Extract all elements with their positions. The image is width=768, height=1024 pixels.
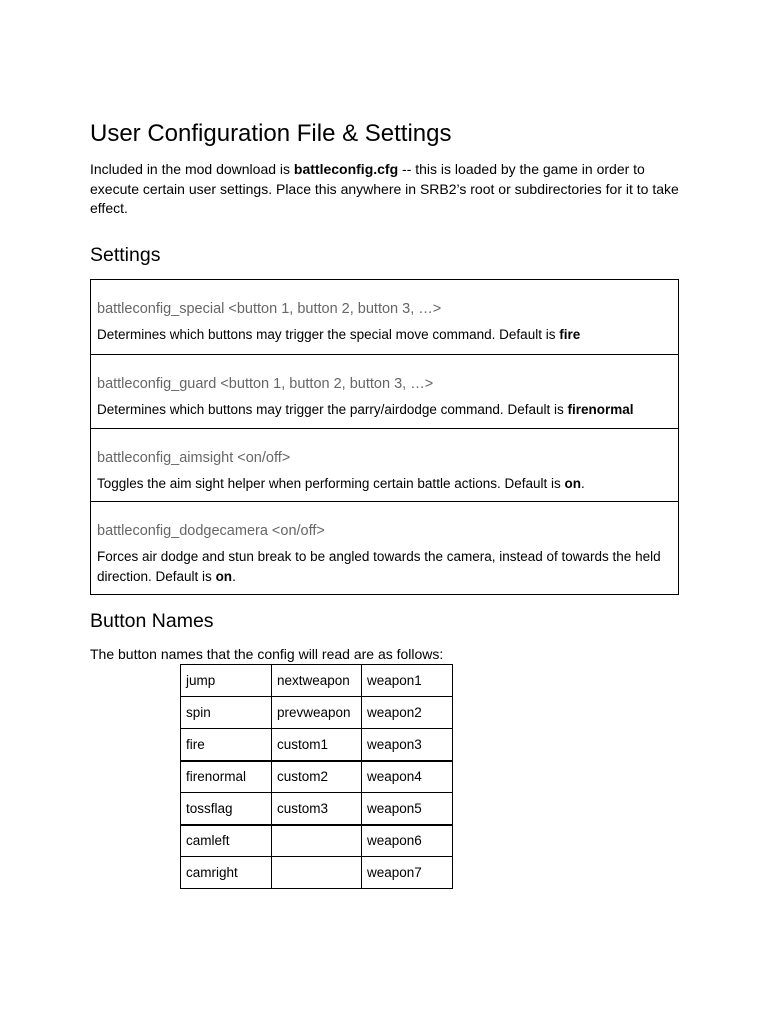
setting-name: battleconfig_special <button 1, button 2, button 3, …>: [97, 301, 442, 317]
table-cell: tossflag: [181, 793, 272, 825]
table-cell: weapon2: [362, 697, 453, 729]
button-names-heading: Button Names: [90, 610, 214, 632]
setting-row: [91, 428, 678, 501]
table-cell: weapon3: [362, 729, 453, 761]
setting-description: [97, 474, 672, 494]
setting-description-text: Toggles the aim sight helper when performing certain battle actions. Default is: [97, 476, 565, 491]
table-cell: weapon5: [362, 793, 453, 825]
setting-default-value: on: [215, 569, 233, 584]
config-filename: battleconfig.cfg: [293, 161, 399, 177]
table-cell: custom3: [272, 793, 362, 825]
setting-description-end: .: [581, 476, 585, 491]
setting-default-value: fire: [559, 327, 581, 342]
settings-heading: Settings: [90, 244, 161, 266]
setting-row: [91, 501, 678, 594]
table-cell: camleft: [181, 825, 272, 857]
setting-name: battleconfig_dodgecamera <on/off>: [97, 523, 325, 539]
setting-description-text: Determines which buttons may trigger the parry/airdodge command. Default is: [97, 402, 568, 417]
table-cell: weapon6: [362, 825, 453, 857]
table-row: [181, 857, 453, 889]
table-row: [181, 825, 453, 857]
table-cell: custom2: [272, 761, 362, 793]
page-title: User Configuration File & Settings: [90, 120, 452, 147]
table-cell: firenormal: [181, 761, 272, 793]
setting-default-value: firenormal: [567, 402, 634, 417]
setting-row: [91, 280, 678, 354]
setting-row: [91, 354, 678, 428]
setting-description-end: .: [232, 569, 236, 584]
table-cell: jump: [181, 665, 272, 697]
setting-name: battleconfig_guard <button 1, button 2, button 3, …>: [97, 376, 434, 392]
button-names-intro: The button names that the config will read are as follows:: [90, 646, 444, 662]
table-cell: weapon7: [362, 857, 453, 889]
table-cell: prevweapon: [272, 697, 362, 729]
table-row: [181, 729, 453, 761]
setting-description: [97, 547, 672, 587]
table-cell: spin: [181, 697, 272, 729]
table-cell: camright: [181, 857, 272, 889]
button-names-table: [180, 664, 453, 889]
intro-text-after: -- this is loaded by the game in order to execute certain user settings. Place this anywhere in SRB2’s root or subdirectories for it to take effect.: [90, 161, 679, 216]
intro-paragraph: [90, 160, 679, 219]
settings-table: [90, 279, 679, 595]
setting-description-text: Determines which buttons may trigger the special move command. Default is: [97, 327, 560, 342]
table-row: [181, 793, 453, 825]
table-cell: fire: [181, 729, 272, 761]
setting-description: [97, 400, 672, 420]
table-cell: weapon1: [362, 665, 453, 697]
table-row: [181, 761, 453, 793]
setting-name: battleconfig_aimsight <on/off>: [97, 450, 291, 466]
table-row: [181, 665, 453, 697]
table-row: [181, 697, 453, 729]
table-cell: custom1: [272, 729, 362, 761]
table-cell: weapon4: [362, 761, 453, 793]
intro-text-before: Included in the mod download is: [90, 161, 294, 177]
setting-description-text: Forces air dodge and stun break to be angled towards the camera, instead of towards the held direction. Default is: [97, 549, 661, 584]
table-cell: nextweapon: [272, 665, 362, 697]
setting-description: [97, 325, 672, 345]
table-cell: [272, 857, 362, 889]
setting-default-value: on: [564, 476, 581, 491]
table-cell: [272, 825, 362, 857]
